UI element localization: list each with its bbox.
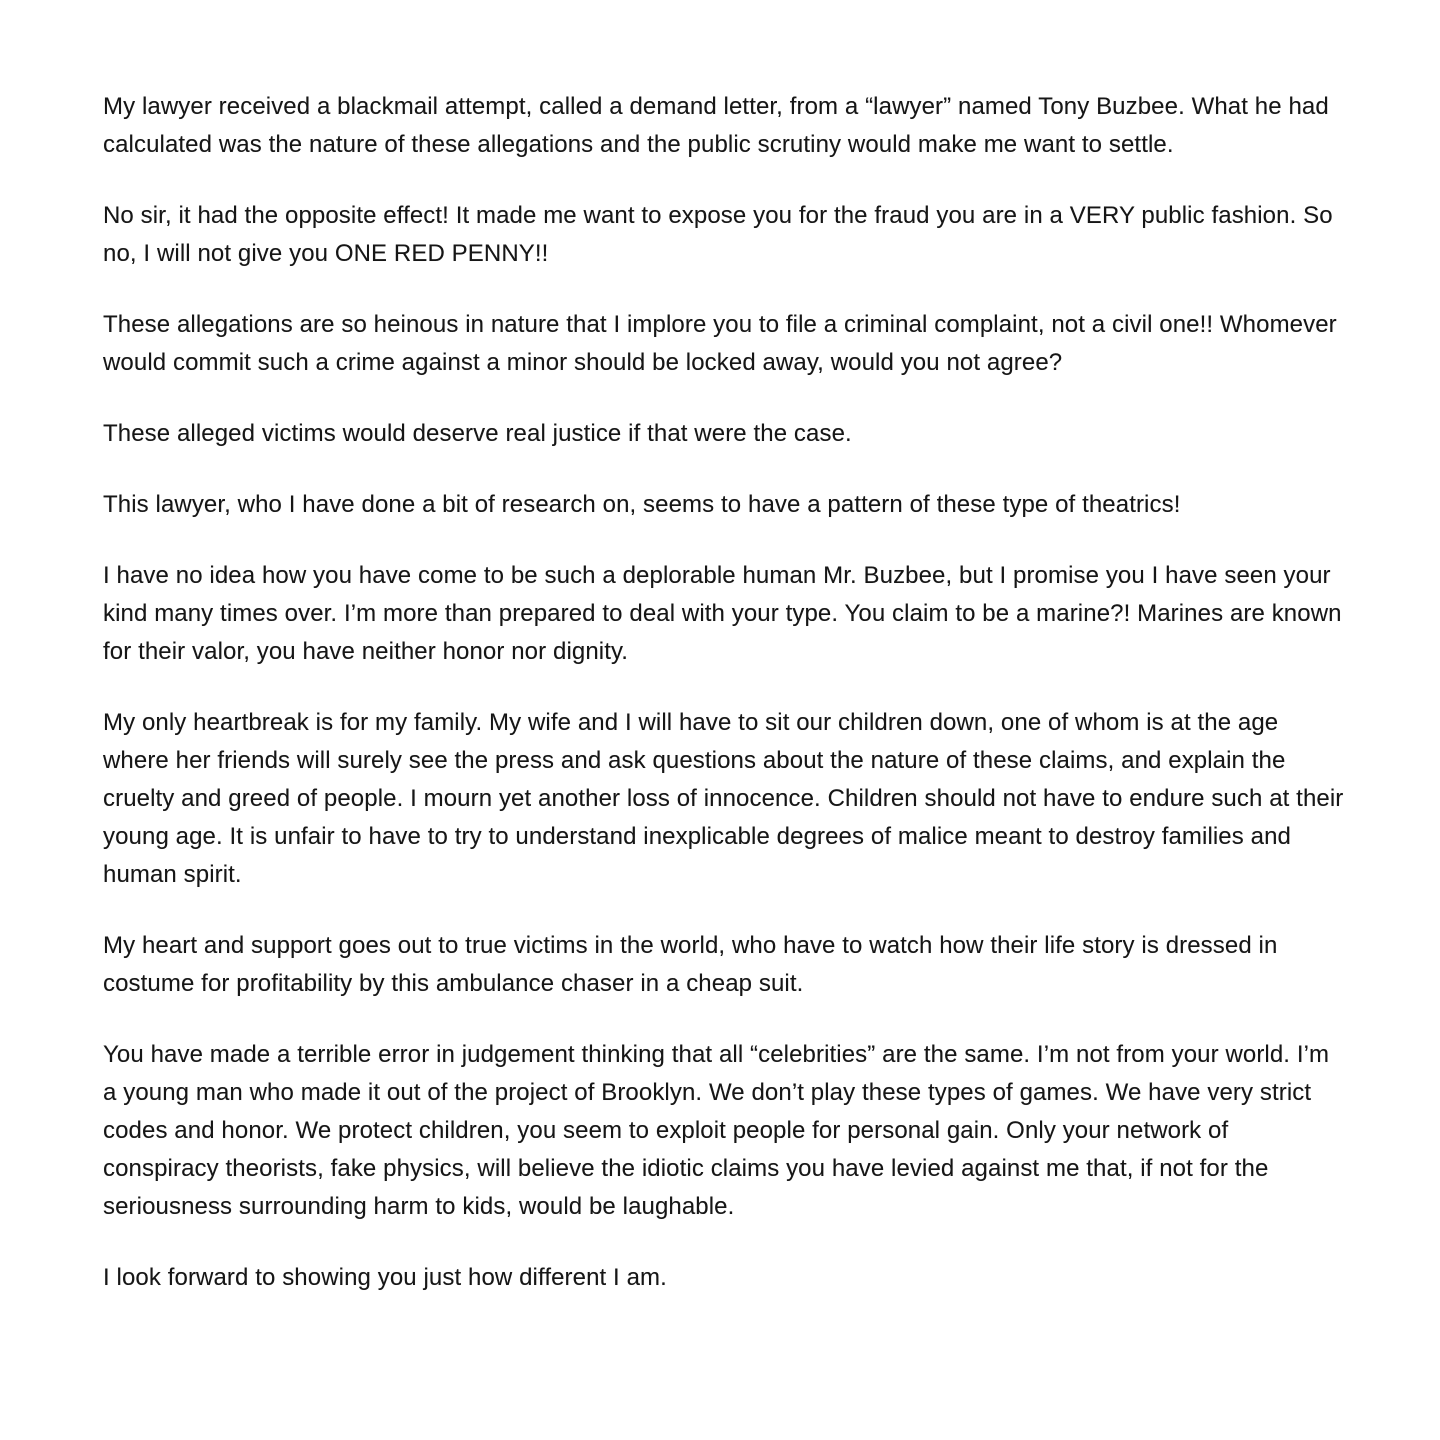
paragraph-7: My only heartbreak is for my family. My wife and I will have to sit our children down, one of whom is at the age where her friends will surely see the press and ask questions about the nature of these claims, and explain the cruelty and greed of people. I mourn yet another loss of innocence. Children should not have to endure such at their young age. It is unfair to have to try to understand inexplicable degrees of malice meant to destroy families and human spirit. — [103, 709, 1344, 888]
paragraph-8: My heart and support goes out to true victims in the world, who have to watch how their life story is dressed in costume for profitability by this ambulance chaser in a cheap suit. — [103, 932, 1278, 997]
paragraph-3: These allegations are so heinous in nature that I implore you to file a criminal complaint, not a civil one!! Whomever would commit such a crime against a minor should be locked away, would you not agree? — [103, 311, 1337, 376]
paragraph-5: This lawyer, who I have done a bit of research on, seems to have a pattern of these type of theatrics! — [103, 491, 1181, 518]
paragraph-9: You have made a terrible error in judgement thinking that all “celebrities” are the same. I’m not from your world. I’m a young man who made it out of the project of Brooklyn. We don’t play these types of games. We have very strict codes and honor. We protect children, you seem to exploit people for personal gain. Only your network of conspiracy theorists, fake physics, will believe the idiotic claims you have levied against me that, if not for the seriousness surrounding harm to kids, would be laughable. — [103, 1041, 1330, 1220]
paragraph-10: I look forward to showing you just how different I am. — [103, 1264, 667, 1291]
statement-body — [103, 88, 1348, 1297]
paragraph-1: My lawyer received a blackmail attempt, called a demand letter, from a “lawyer” named Tony Buzbee. What he had calculated was the nature of these allegations and the public scrutiny would make me want to settle. — [103, 93, 1329, 158]
paragraph-2: No sir, it had the opposite effect! It made me want to expose you for the fraud you are in a VERY public fashion. So no, I will not give you ONE RED PENNY!! — [103, 202, 1333, 267]
paragraph-4: These alleged victims would deserve real justice if that were the case. — [103, 420, 852, 447]
paragraph-6: I have no idea how you have come to be such a deplorable human Mr. Buzbee, but I promise you I have seen your kind many times over. I’m more than prepared to deal with your type. You claim to be a marine?! Marines are known for their valor, you have neither honor nor dignity. — [103, 562, 1342, 665]
